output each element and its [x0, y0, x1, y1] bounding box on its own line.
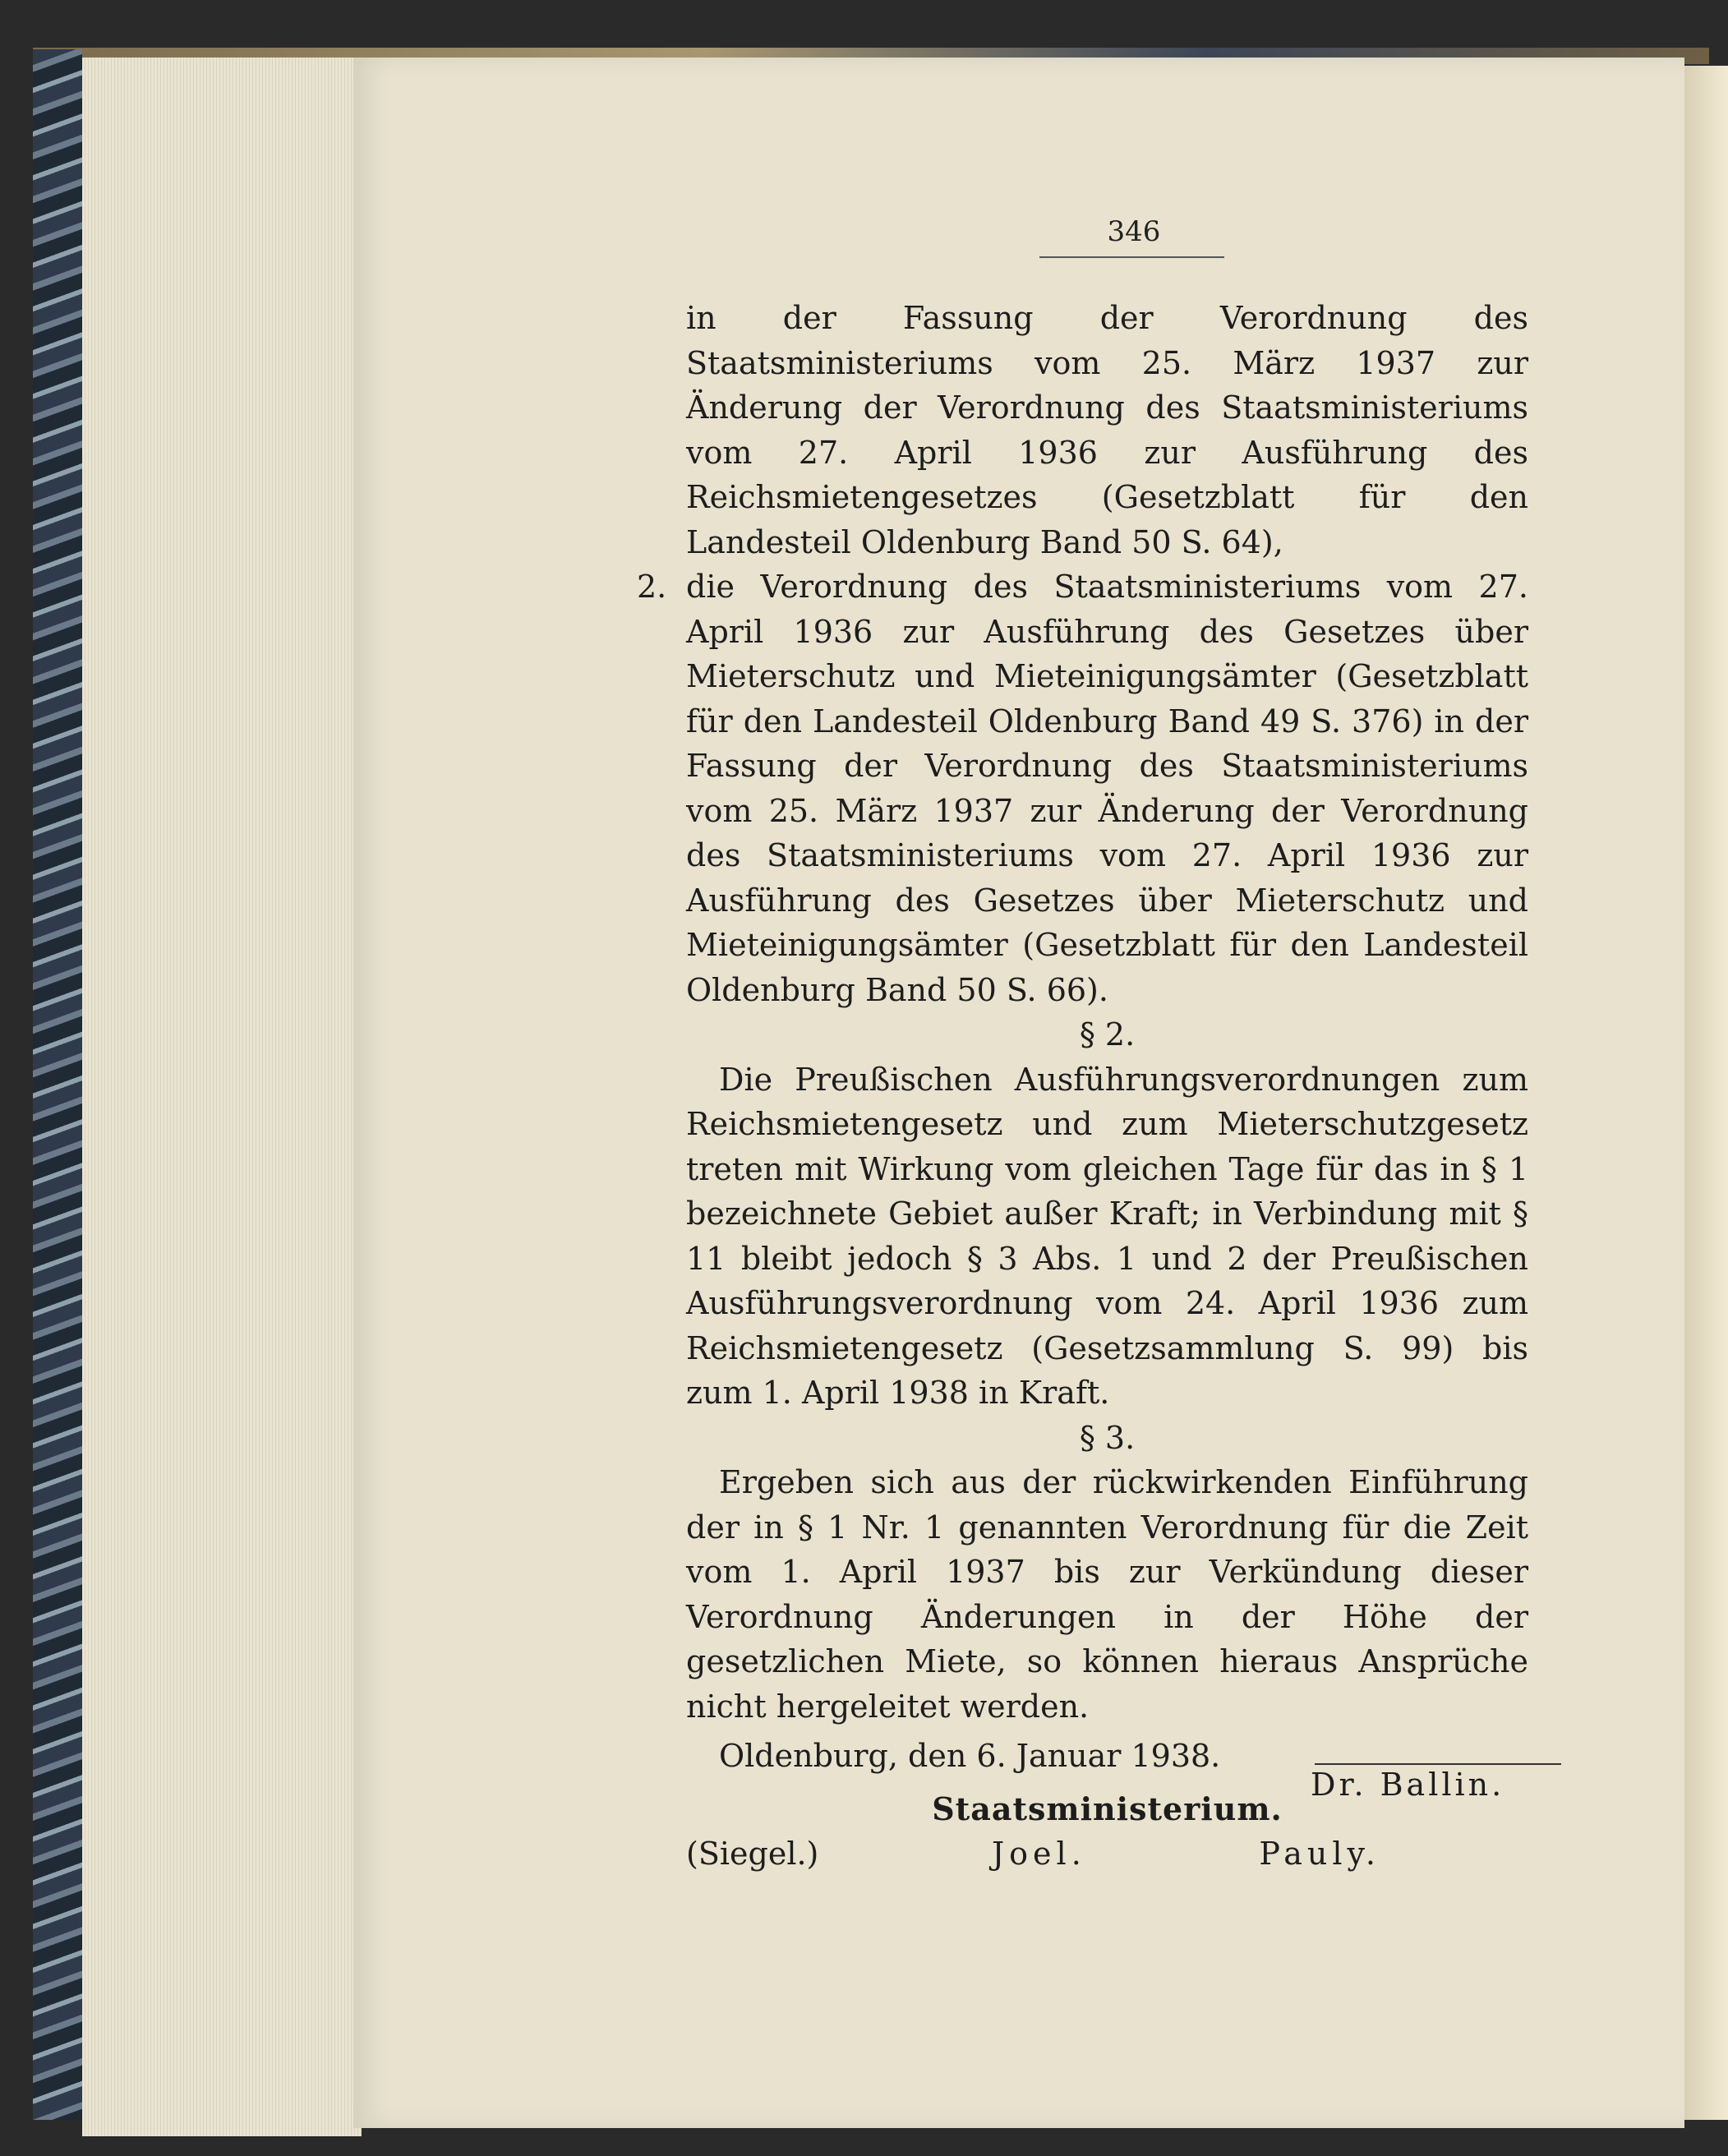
- list-item-number: 2.: [637, 569, 667, 605]
- next-page-edge: [1684, 66, 1728, 2120]
- page-number-rule: [1039, 256, 1224, 258]
- page-stack-edges: [82, 58, 362, 2136]
- list-item-text: die Verordnung des Staatsministeriums vom 27. April 1936 zur Ausführung des Gesetzes über Mieterschutz und Mieteinigungsämter (Gesetzblatt für den Landesteil Oldenburg Band 49 S. 376) in der Fassung der Verordnung des Staatsministeriums vom 25. März 1937 zur Änderung der Verordnung des Staatsministeriums vom 27. April 1936 zur Ausführung des Gesetzes über Mieterschutz und Mieteinigungsämter (Gesetzblatt für den Landesteil Oldenburg Band 50 S. 66).: [686, 569, 1528, 1008]
- section-heading-3: § 3.: [1079, 1419, 1136, 1456]
- ministry-heading: Staatsministerium.: [932, 1790, 1283, 1827]
- section-3-text: Ergeben sich aus der rückwirkenden Einführung der in § 1 Nr. 1 genannten Verordnung für die Zeit vom 1. April 1937 bis zur Verkündung dieser Verordnung Änderungen in der Höhe der gesetzlichen Miete, so können hieraus Ansprüche nicht hergeleitet werden.: [686, 1464, 1528, 1725]
- signature-row: [686, 1831, 1528, 1877]
- book-cover-marbled: [33, 49, 82, 2120]
- list-item-2: [637, 564, 1528, 1012]
- page-number: 346: [1107, 215, 1161, 248]
- signature-ballin: Dr. Ballin.: [1311, 1767, 1505, 1803]
- signature-rule: [1315, 1763, 1561, 1765]
- signature-joel: Joel.: [991, 1836, 1086, 1872]
- page-body: [637, 296, 1528, 1877]
- seal-label: (Siegel.): [686, 1836, 819, 1872]
- continued-paragraph: in der Fassung der Verordnung des Staatsministeriums vom 25. März 1937 zur Änderung der Verordnung des Staatsministeriums vom 27. April 1936 zur Ausführung des Reichsmietengesetzes (Gesetzblatt für den Landesteil Oldenburg Band 50 S. 64),: [686, 300, 1528, 560]
- section-heading-2: § 2.: [1079, 1016, 1136, 1053]
- date-line: Oldenburg, den 6. Januar 1938.: [719, 1738, 1221, 1774]
- signature-pauly: Pauly.: [1259, 1836, 1380, 1872]
- section-2-text: Die Preußischen Ausführungsverordnungen zum Reichsmietengesetz und zum Mieterschutzgesetz treten mit Wirkung vom gleichen Tage für das in § 1 bezeichnete Gebiet außer Kraft; in Verbindung mit § 11 bleibt jedoch § 3 Abs. 1 und 2 der Preußischen Ausführungsverordnung vom 24. April 1936 zum Reichsmietengesetz (Gesetzsammlung S. 99) bis zum 1. April 1938 in Kraft.: [686, 1061, 1528, 1411]
